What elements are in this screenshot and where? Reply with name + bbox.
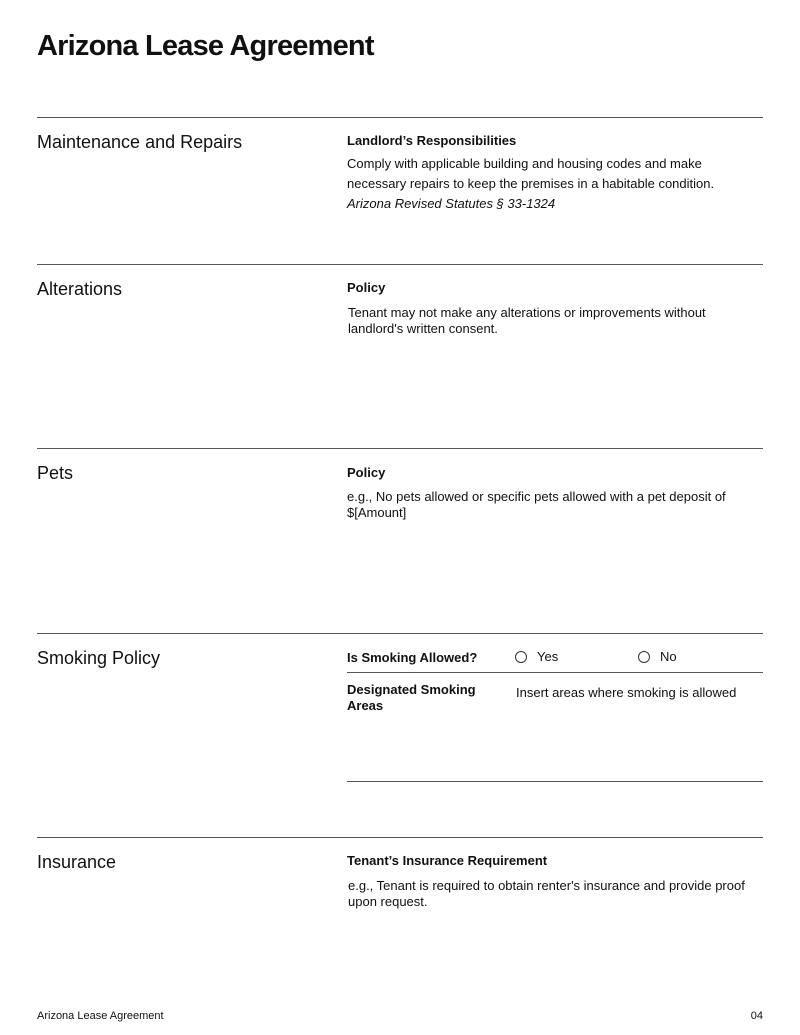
divider [37, 633, 763, 634]
maintenance-body: Comply with applicable building and housing codes and make necessary repairs to keep the premises in a habitable condition. [347, 156, 715, 191]
insurance-requirement-label: Tenant’s Insurance Requirement [347, 853, 548, 868]
divider [347, 672, 763, 673]
divider [37, 448, 763, 449]
radio-label: No [660, 649, 677, 664]
section-heading-pets: Pets [37, 463, 74, 483]
divider [37, 837, 763, 838]
alterations-policy-label: Policy [347, 280, 386, 295]
pets-text[interactable]: e.g., No pets allowed or specific pets allowed with a pet deposit of $[Amount] [347, 489, 726, 520]
landlord-responsibilities-label: Landlord’s Responsibilities [347, 133, 517, 148]
statute-citation: Arizona Revised Statutes § 33-1324 [347, 196, 556, 211]
alterations-text[interactable]: Tenant may not make any alterations or improvements without landlord's written consent. [348, 305, 706, 336]
divider [347, 781, 763, 782]
page-number: 04 [750, 1010, 763, 1022]
pets-policy-label: Policy [347, 465, 386, 480]
designated-areas-field[interactable]: Insert areas where smoking is allowed [516, 685, 737, 700]
maintenance-text [347, 154, 757, 214]
insurance-text[interactable]: e.g., Tenant is required to obtain renter's insurance and provide proof upon request. [348, 878, 745, 909]
designated-areas-label: Designated Smoking Areas [347, 682, 476, 713]
radio-circle-icon [515, 651, 527, 663]
footer-title: Arizona Lease Agreement [37, 1010, 164, 1022]
section-heading-smoking: Smoking Policy [37, 648, 161, 668]
smoking-yes-radio[interactable] [515, 649, 558, 664]
divider [37, 117, 763, 118]
divider [37, 264, 763, 265]
section-heading-insurance: Insurance [37, 852, 117, 872]
radio-label: Yes [537, 649, 559, 664]
page-title: Arizona Lease Agreement [37, 30, 374, 62]
section-heading-alterations: Alterations [37, 279, 123, 299]
smoking-no-radio[interactable] [638, 649, 677, 664]
section-heading-maintenance: Maintenance and Repairs [37, 132, 243, 152]
radio-circle-icon [638, 651, 650, 663]
smoking-allowed-label: Is Smoking Allowed? [347, 650, 478, 665]
